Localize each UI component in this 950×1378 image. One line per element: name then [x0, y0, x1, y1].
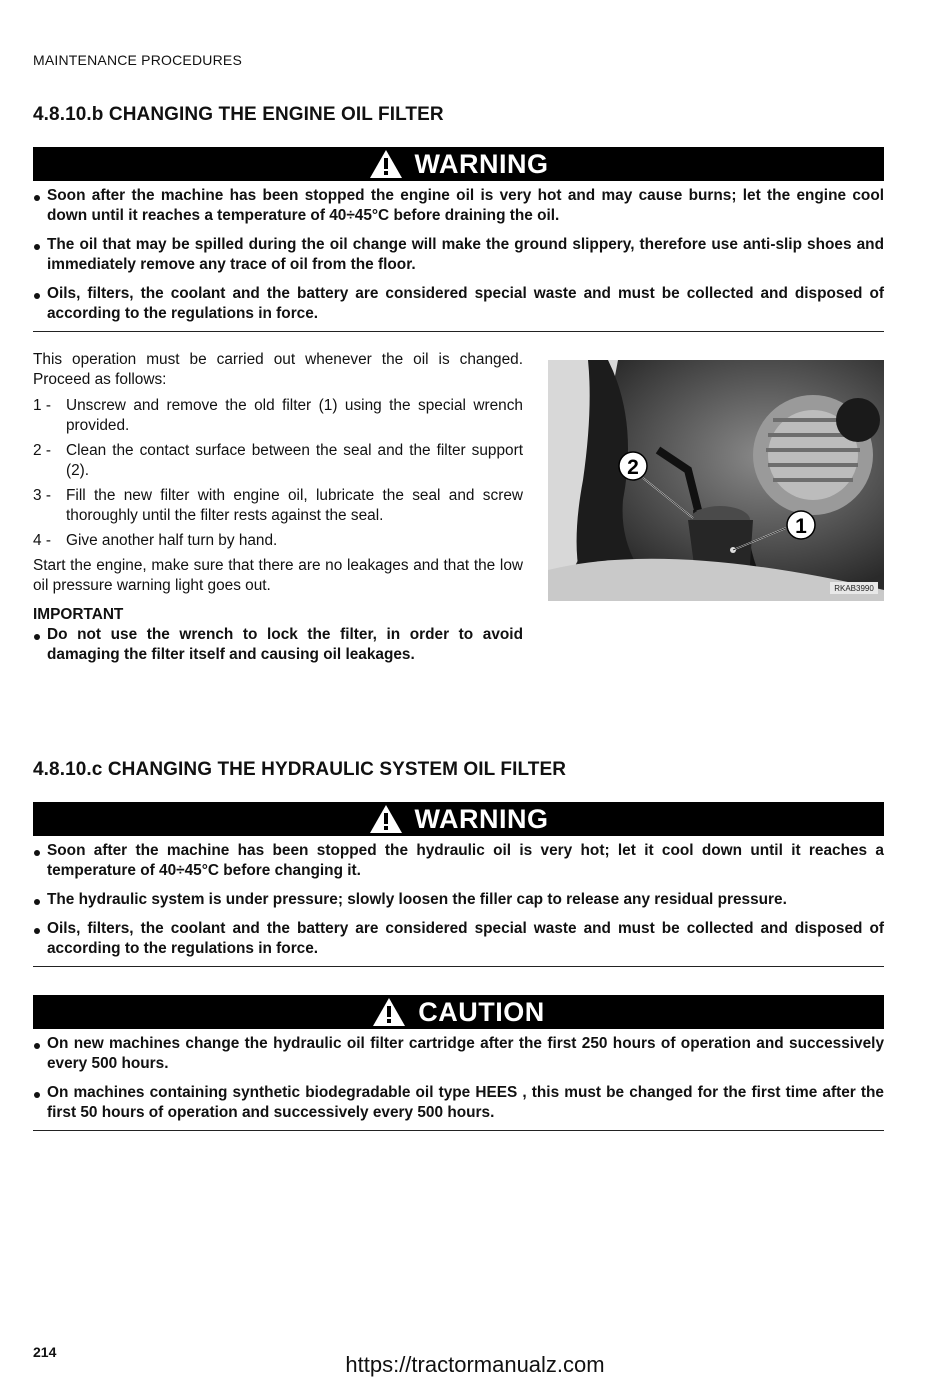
warning-list	[33, 186, 884, 333]
warning-item: Soon after the machine has been stopped the hydraulic oil is very hot; let it cool down until it reaches a temperature of 40÷45°C before changing it.	[33, 841, 884, 881]
section-title-hydraulic-oil-filter: 4.8.10.c CHANGING THE HYDRAULIC SYSTEM OIL FILTER	[33, 759, 567, 780]
warning-item: Oils, filters, the coolant and the battery are considered special waste and must be collected and disposed of according to the regulations in force.	[33, 284, 884, 324]
warning-banner	[33, 147, 884, 181]
callout-2-label: 2	[627, 456, 639, 479]
step-number: 1 -	[33, 397, 51, 414]
step-text: Fill the new filter with engine oil, lubricate the seal and screw thoroughly until the filter rests against the seal.	[66, 487, 523, 524]
warning-item: The hydraulic system is under pressure; slowly loosen the filler cap to release any residual pressure.	[33, 890, 884, 910]
step-item	[33, 396, 523, 436]
step-text: Unscrew and remove the old filter (1) using the special wrench provided.	[66, 397, 523, 434]
procedure-text	[33, 350, 523, 665]
caution-triangle-icon	[372, 997, 406, 1027]
callout-1	[787, 511, 815, 539]
divider	[33, 1130, 884, 1131]
engine-photo	[548, 360, 884, 601]
callout-2	[619, 452, 647, 480]
running-header: MAINTENANCE PROCEDURES	[33, 52, 242, 68]
important-item: Do not use the wrench to lock the filter, in order to avoid damaging the filter itself and causing oil leakages.	[33, 625, 523, 665]
intro-text: This operation must be carried out whenever the oil is changed. Proceed as follows:	[33, 351, 523, 388]
step-item	[33, 486, 523, 526]
caution-banner	[33, 995, 884, 1029]
section-title-engine-oil-filter: 4.8.10.b CHANGING THE ENGINE OIL FILTER	[33, 104, 444, 125]
callout-1-label: 1	[795, 515, 807, 538]
step-number: 3 -	[33, 487, 51, 504]
warning-triangle-icon	[369, 149, 403, 179]
caution-item: On machines containing synthetic biodegradable oil type HEES , this must be changed for the first time after the first 50 hours of operation and successively every 500 hours.	[33, 1083, 884, 1123]
caution-label: CAUTION	[418, 996, 545, 1027]
step-list	[33, 396, 523, 551]
after-text: Start the engine, make sure that there are no leakages and that the low oil pressure warning light goes out.	[33, 557, 523, 594]
caution-list	[33, 1034, 884, 1132]
important-heading: IMPORTANT	[33, 606, 124, 623]
step-item	[33, 531, 523, 551]
warning-item: The oil that may be spilled during the oil change will make the ground slippery, therefore use anti-slip shoes and immediately remove any trace of oil from the floor.	[33, 235, 884, 275]
divider	[33, 966, 884, 967]
warning-item: Oils, filters, the coolant and the battery are considered special waste and must be collected and disposed of according to the regulations in force.	[33, 919, 884, 959]
step-text: Clean the contact surface between the seal and the filter support (2).	[66, 442, 523, 479]
important-list	[33, 625, 523, 665]
step-number: 2 -	[33, 442, 51, 459]
step-item	[33, 441, 523, 481]
warning-label: WARNING	[414, 803, 549, 834]
caution-item: On new machines change the hydraulic oil filter cartridge after the first 250 hours of operation and successively every 500 hours.	[33, 1034, 884, 1074]
warning-item: Soon after the machine has been stopped the engine oil is very hot and may cause burns; let the engine cool down until it reaches a temperature of 40÷45°C before draining the oil.	[33, 186, 884, 226]
warning-triangle-icon	[369, 804, 403, 834]
warning-label: WARNING	[414, 148, 549, 179]
step-number: 4 -	[33, 532, 51, 549]
step-text: Give another half turn by hand.	[66, 532, 278, 549]
warning-banner	[33, 802, 884, 836]
page-number: 214	[33, 1344, 57, 1360]
photo-code: RKAB3990	[834, 584, 874, 593]
footer-url[interactable]: https://tractormanualz.com	[345, 1352, 605, 1377]
divider	[33, 331, 884, 332]
warning-list	[33, 841, 884, 968]
